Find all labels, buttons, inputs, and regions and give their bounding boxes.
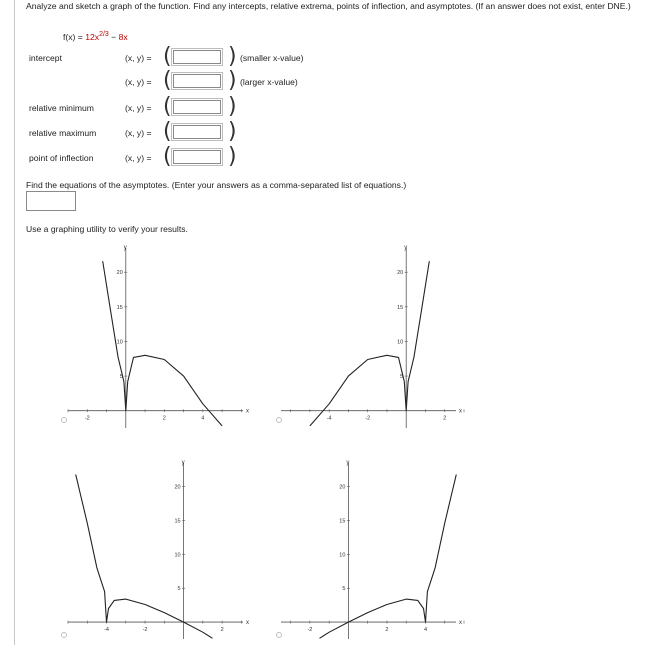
x-tick-label: -2	[142, 627, 148, 634]
point-of-inflection-input-wrap	[171, 148, 223, 166]
y-tick-label: 20	[397, 270, 404, 277]
y-tick-label: 10	[174, 552, 181, 559]
x-tick-label: 2	[443, 415, 447, 422]
open-paren: (	[163, 144, 172, 169]
x-axis-label: x	[459, 408, 462, 415]
instructions: Analyze and sketch a graph of the function. Find any intercepts, relative extrema, points of inflection, and asymptotes. (If an answer does not exist, enter DNE.)	[26, 1, 631, 11]
intercept-larger-input-wrap	[171, 72, 223, 90]
intercept-smaller-input-wrap	[171, 48, 223, 66]
y-tick-label: 20	[174, 484, 181, 491]
x-tick-label: -4	[104, 627, 109, 634]
function-exponent: 2/3	[99, 31, 109, 38]
y-tick-label: 10	[116, 339, 123, 346]
function-name: f(x) =	[63, 32, 86, 42]
point-of-inflection-input[interactable]	[173, 150, 221, 164]
xy-label-point-of-inflection: (x, y) =	[125, 153, 152, 163]
xy-label-intercept-larger: (x, y) =	[125, 77, 152, 87]
x-axis-label: x	[246, 620, 249, 627]
x-tick-label: 4	[423, 627, 428, 634]
x-tick-label: 2	[162, 415, 166, 422]
asymptotes-prompt: Find the equations of the asymptotes. (Enter your answers as a comma-separated list of equations.)	[26, 180, 407, 190]
y-tick-label: 5	[119, 374, 123, 381]
graph-option-4[interactable]	[275, 449, 470, 645]
x-tick-label: -2	[84, 415, 90, 422]
label-relative-minimum: relative minimum	[29, 103, 94, 113]
function-minus: −	[108, 32, 119, 42]
function-coef: 12x	[85, 32, 100, 42]
relative-maximum-input-wrap	[171, 123, 223, 141]
y-tick-label: 5	[342, 586, 346, 593]
open-paren: (	[163, 44, 172, 69]
asymptotes-input[interactable]	[26, 191, 76, 211]
x-tick-label: -2	[307, 627, 313, 634]
intercept-smaller-input[interactable]	[173, 50, 221, 64]
relative-minimum-input[interactable]	[173, 100, 221, 114]
curve-line	[76, 475, 213, 639]
y-tick-label: 20	[339, 484, 346, 491]
label-relative-maximum: relative maximum	[29, 128, 97, 138]
y-tick-label: 5	[400, 374, 404, 381]
x-tick-label: 4	[201, 415, 205, 422]
xy-label-relative-maximum: (x, y) =	[125, 128, 152, 138]
y-tick-label: 10	[397, 339, 404, 346]
function-term2: 8x	[118, 32, 128, 42]
y-tick-label: 15	[174, 518, 181, 525]
relative-maximum-input[interactable]	[173, 125, 221, 139]
note-smaller-x: (smaller x-value)	[240, 53, 304, 63]
y-tick-label: 15	[116, 304, 123, 311]
function-definition	[63, 30, 128, 42]
xy-label-relative-minimum: (x, y) =	[125, 103, 152, 113]
y-tick-label: 20	[116, 270, 123, 277]
x-tick-label: -2	[365, 415, 371, 422]
close-paren: )	[228, 44, 237, 69]
close-paren: )	[228, 119, 237, 144]
y-axis-label: y	[404, 245, 408, 251]
y-tick-label: 10	[339, 552, 346, 559]
curve-line	[310, 261, 429, 426]
label-point-of-inflection: point of inflection	[29, 153, 94, 163]
y-tick-label: 15	[397, 304, 404, 311]
x-tick-label: 2	[220, 627, 224, 634]
open-paren: (	[163, 94, 172, 119]
label-intercept: intercept	[29, 53, 62, 63]
graph-option-3[interactable]	[62, 449, 257, 645]
x-tick-label: 2	[385, 627, 389, 634]
xy-label-intercept-smaller: (x, y) =	[125, 53, 152, 63]
x-axis-label: x	[459, 620, 462, 627]
x-axis-label: x	[246, 408, 249, 415]
y-axis-label: y	[123, 245, 127, 251]
graphing-note: Use a graphing utility to verify your results.	[26, 224, 188, 234]
graph-option-1[interactable]	[62, 234, 257, 434]
note-larger-x: (larger x-value)	[240, 77, 298, 87]
close-paren: )	[228, 144, 237, 169]
graph-option-2[interactable]	[275, 234, 470, 434]
x-tick-label: -4	[326, 415, 332, 422]
y-axis-label: y	[181, 460, 185, 466]
close-paren: )	[228, 68, 237, 93]
close-paren: )	[228, 94, 237, 119]
intercept-larger-input[interactable]	[173, 74, 221, 88]
relative-minimum-input-wrap	[171, 98, 223, 116]
open-paren: (	[163, 68, 172, 93]
y-tick-label: 5	[177, 586, 181, 593]
open-paren: (	[163, 119, 172, 144]
y-axis-label: y	[346, 460, 350, 466]
y-tick-label: 15	[339, 518, 346, 525]
